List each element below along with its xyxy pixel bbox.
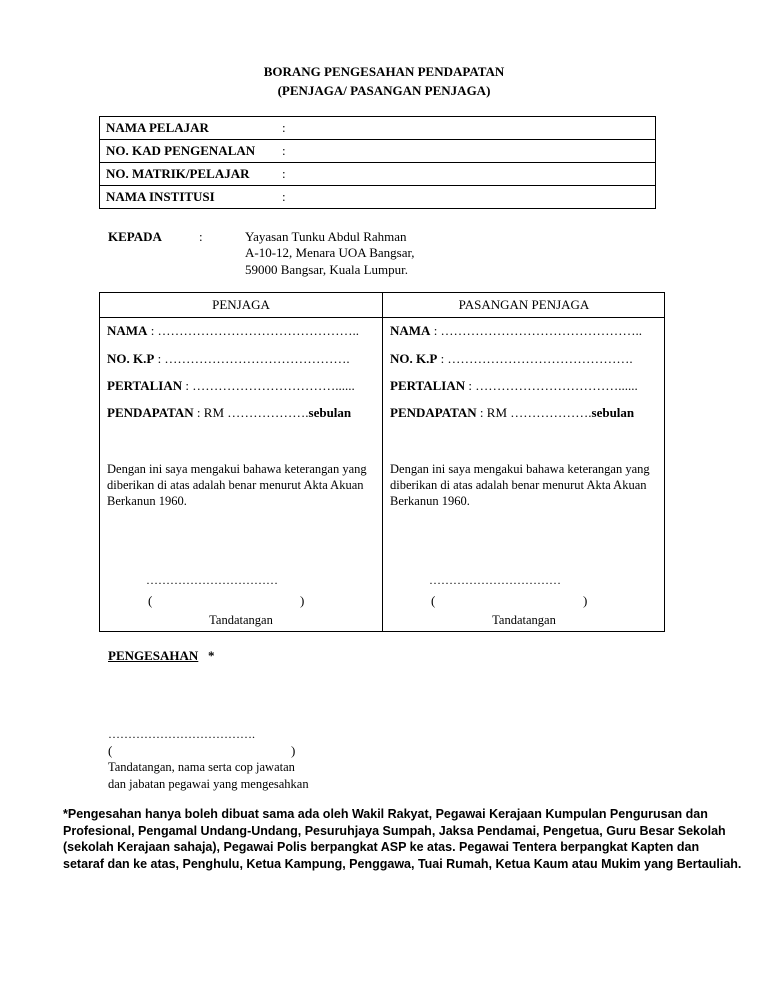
field-label: NO. K.P bbox=[107, 351, 155, 366]
student-name-label: NAMA PELAJAR bbox=[100, 117, 277, 140]
student-name-field[interactable] bbox=[276, 117, 656, 140]
field-fill: : ……………………………...... bbox=[465, 378, 638, 393]
institution-label: NAMA INSTITUSI bbox=[100, 186, 277, 209]
field-label: PENDAPATAN bbox=[107, 405, 194, 420]
spouse-signature-label: Tandatangan bbox=[492, 613, 556, 627]
guardian-income-field[interactable] bbox=[107, 405, 351, 421]
institution-field[interactable] bbox=[276, 186, 656, 209]
paren-open: ( bbox=[148, 593, 153, 608]
paren-close: ) bbox=[583, 593, 588, 608]
guardian-heading: PENJAGA bbox=[212, 297, 270, 312]
field-fill: : RM ………………. bbox=[476, 405, 592, 420]
colon: : bbox=[282, 189, 286, 204]
form-subtitle: (PENJAGA/ PASANGAN PENJAGA) bbox=[277, 83, 491, 98]
guardian-box bbox=[99, 292, 665, 632]
paren-close: ) bbox=[291, 743, 296, 758]
matric-number-label: NO. MATRIK/PELAJAR bbox=[100, 163, 277, 186]
paren-close: ) bbox=[300, 593, 305, 608]
officer-caption-line-1: Tandatangan, nama serta cop jawatan bbox=[108, 760, 295, 774]
spouse-ic-field[interactable] bbox=[390, 351, 633, 367]
kepada-colon: : bbox=[199, 229, 203, 244]
field-suffix: sebulan bbox=[591, 405, 635, 420]
colon: : bbox=[282, 143, 286, 158]
field-fill: : ……………………………………. bbox=[437, 351, 633, 366]
table-row bbox=[100, 163, 656, 186]
paren-open: ( bbox=[431, 593, 436, 608]
officer-caption-line-2: dan jabatan pegawai yang mengesahkan bbox=[108, 777, 309, 791]
student-info-table bbox=[99, 116, 656, 209]
guardian-signature-line[interactable]: …………………………… bbox=[146, 573, 278, 587]
spouse-declaration: Dengan ini saya mengakui bahawa keterangan yang diberikan di atas adalah benar menurut Akta Akuan Berkanun 1960. bbox=[390, 462, 650, 508]
pengesahan-star: * bbox=[208, 648, 215, 663]
field-label: PERTALIAN bbox=[390, 378, 466, 393]
spouse-name-field[interactable] bbox=[390, 323, 642, 339]
colon: : bbox=[282, 166, 286, 181]
colon: : bbox=[282, 120, 286, 135]
matric-number-field[interactable] bbox=[276, 163, 656, 186]
spouse-heading: PASANGAN PENJAGA bbox=[458, 297, 590, 312]
ic-number-label: NO. KAD PENGENALAN bbox=[100, 140, 277, 163]
table-row bbox=[100, 186, 656, 209]
field-fill: : ……………………………………. bbox=[154, 351, 350, 366]
field-fill: : RM ………………. bbox=[193, 405, 309, 420]
field-suffix: sebulan bbox=[308, 405, 352, 420]
spouse-column bbox=[383, 318, 665, 630]
spouse-income-field[interactable] bbox=[390, 405, 634, 421]
field-fill: : ……………………………………….. bbox=[430, 323, 643, 338]
pengesahan-label: PENGESAHAN bbox=[108, 648, 199, 663]
ic-number-field[interactable] bbox=[276, 140, 656, 163]
address-line-3: 59000 Bangsar, Kuala Lumpur. bbox=[245, 262, 409, 277]
form-title: BORANG PENGESAHAN PENDAPATAN bbox=[263, 64, 505, 79]
guardian-ic-field[interactable] bbox=[107, 351, 350, 367]
field-label: NAMA bbox=[390, 323, 431, 338]
officer-signature-line[interactable]: ………………………………. bbox=[108, 727, 255, 741]
guardian-signature-label: Tandatangan bbox=[209, 613, 273, 627]
footnote: *Pengesahan hanya boleh dibuat sama ada oleh Wakil Rakyat, Pegawai Kerajaan Kumpulan Pengurusan dan Profesional, Pengamal Undang-Undang, Pesuruhjaya Sumpah, Jaksa Pendamai, Pengetua, Guru Besar Sekolah (sekolah Kerajaan sahaja), Pegawai Polis berpangkat ASP ke atas. Pegawai Tentera berpangkat Kapten dan setaraf dan ke atas, Penghulu, Ketua Kampung, Penggawa, Tuai Rumah, Ketua Kaum atau Mukim yang Bertauliah. bbox=[63, 807, 742, 871]
guardian-column bbox=[100, 318, 382, 630]
field-label: NO. K.P bbox=[390, 351, 438, 366]
spouse-relationship-field[interactable] bbox=[390, 378, 638, 394]
field-label: NAMA bbox=[107, 323, 148, 338]
paren-open: ( bbox=[108, 743, 113, 758]
guardian-relationship-field[interactable] bbox=[107, 378, 355, 394]
field-fill: : ……………………………………….. bbox=[147, 323, 360, 338]
field-label: PENDAPATAN bbox=[390, 405, 477, 420]
guardian-name-field[interactable] bbox=[107, 323, 359, 339]
address-line-1: Yayasan Tunku Abdul Rahman bbox=[245, 229, 407, 244]
address-line-2: A-10-12, Menara UOA Bangsar, bbox=[245, 245, 415, 260]
spouse-signature-line[interactable]: …………………………… bbox=[429, 573, 561, 587]
kepada-label: KEPADA bbox=[108, 229, 162, 244]
table-row bbox=[100, 140, 656, 163]
guardian-declaration: Dengan ini saya mengakui bahawa keterangan yang diberikan di atas adalah benar menurut Akta Akuan Berkanun 1960. bbox=[107, 462, 367, 508]
field-label: PERTALIAN bbox=[107, 378, 183, 393]
table-row bbox=[100, 117, 656, 140]
field-fill: : ……………………………...... bbox=[182, 378, 355, 393]
